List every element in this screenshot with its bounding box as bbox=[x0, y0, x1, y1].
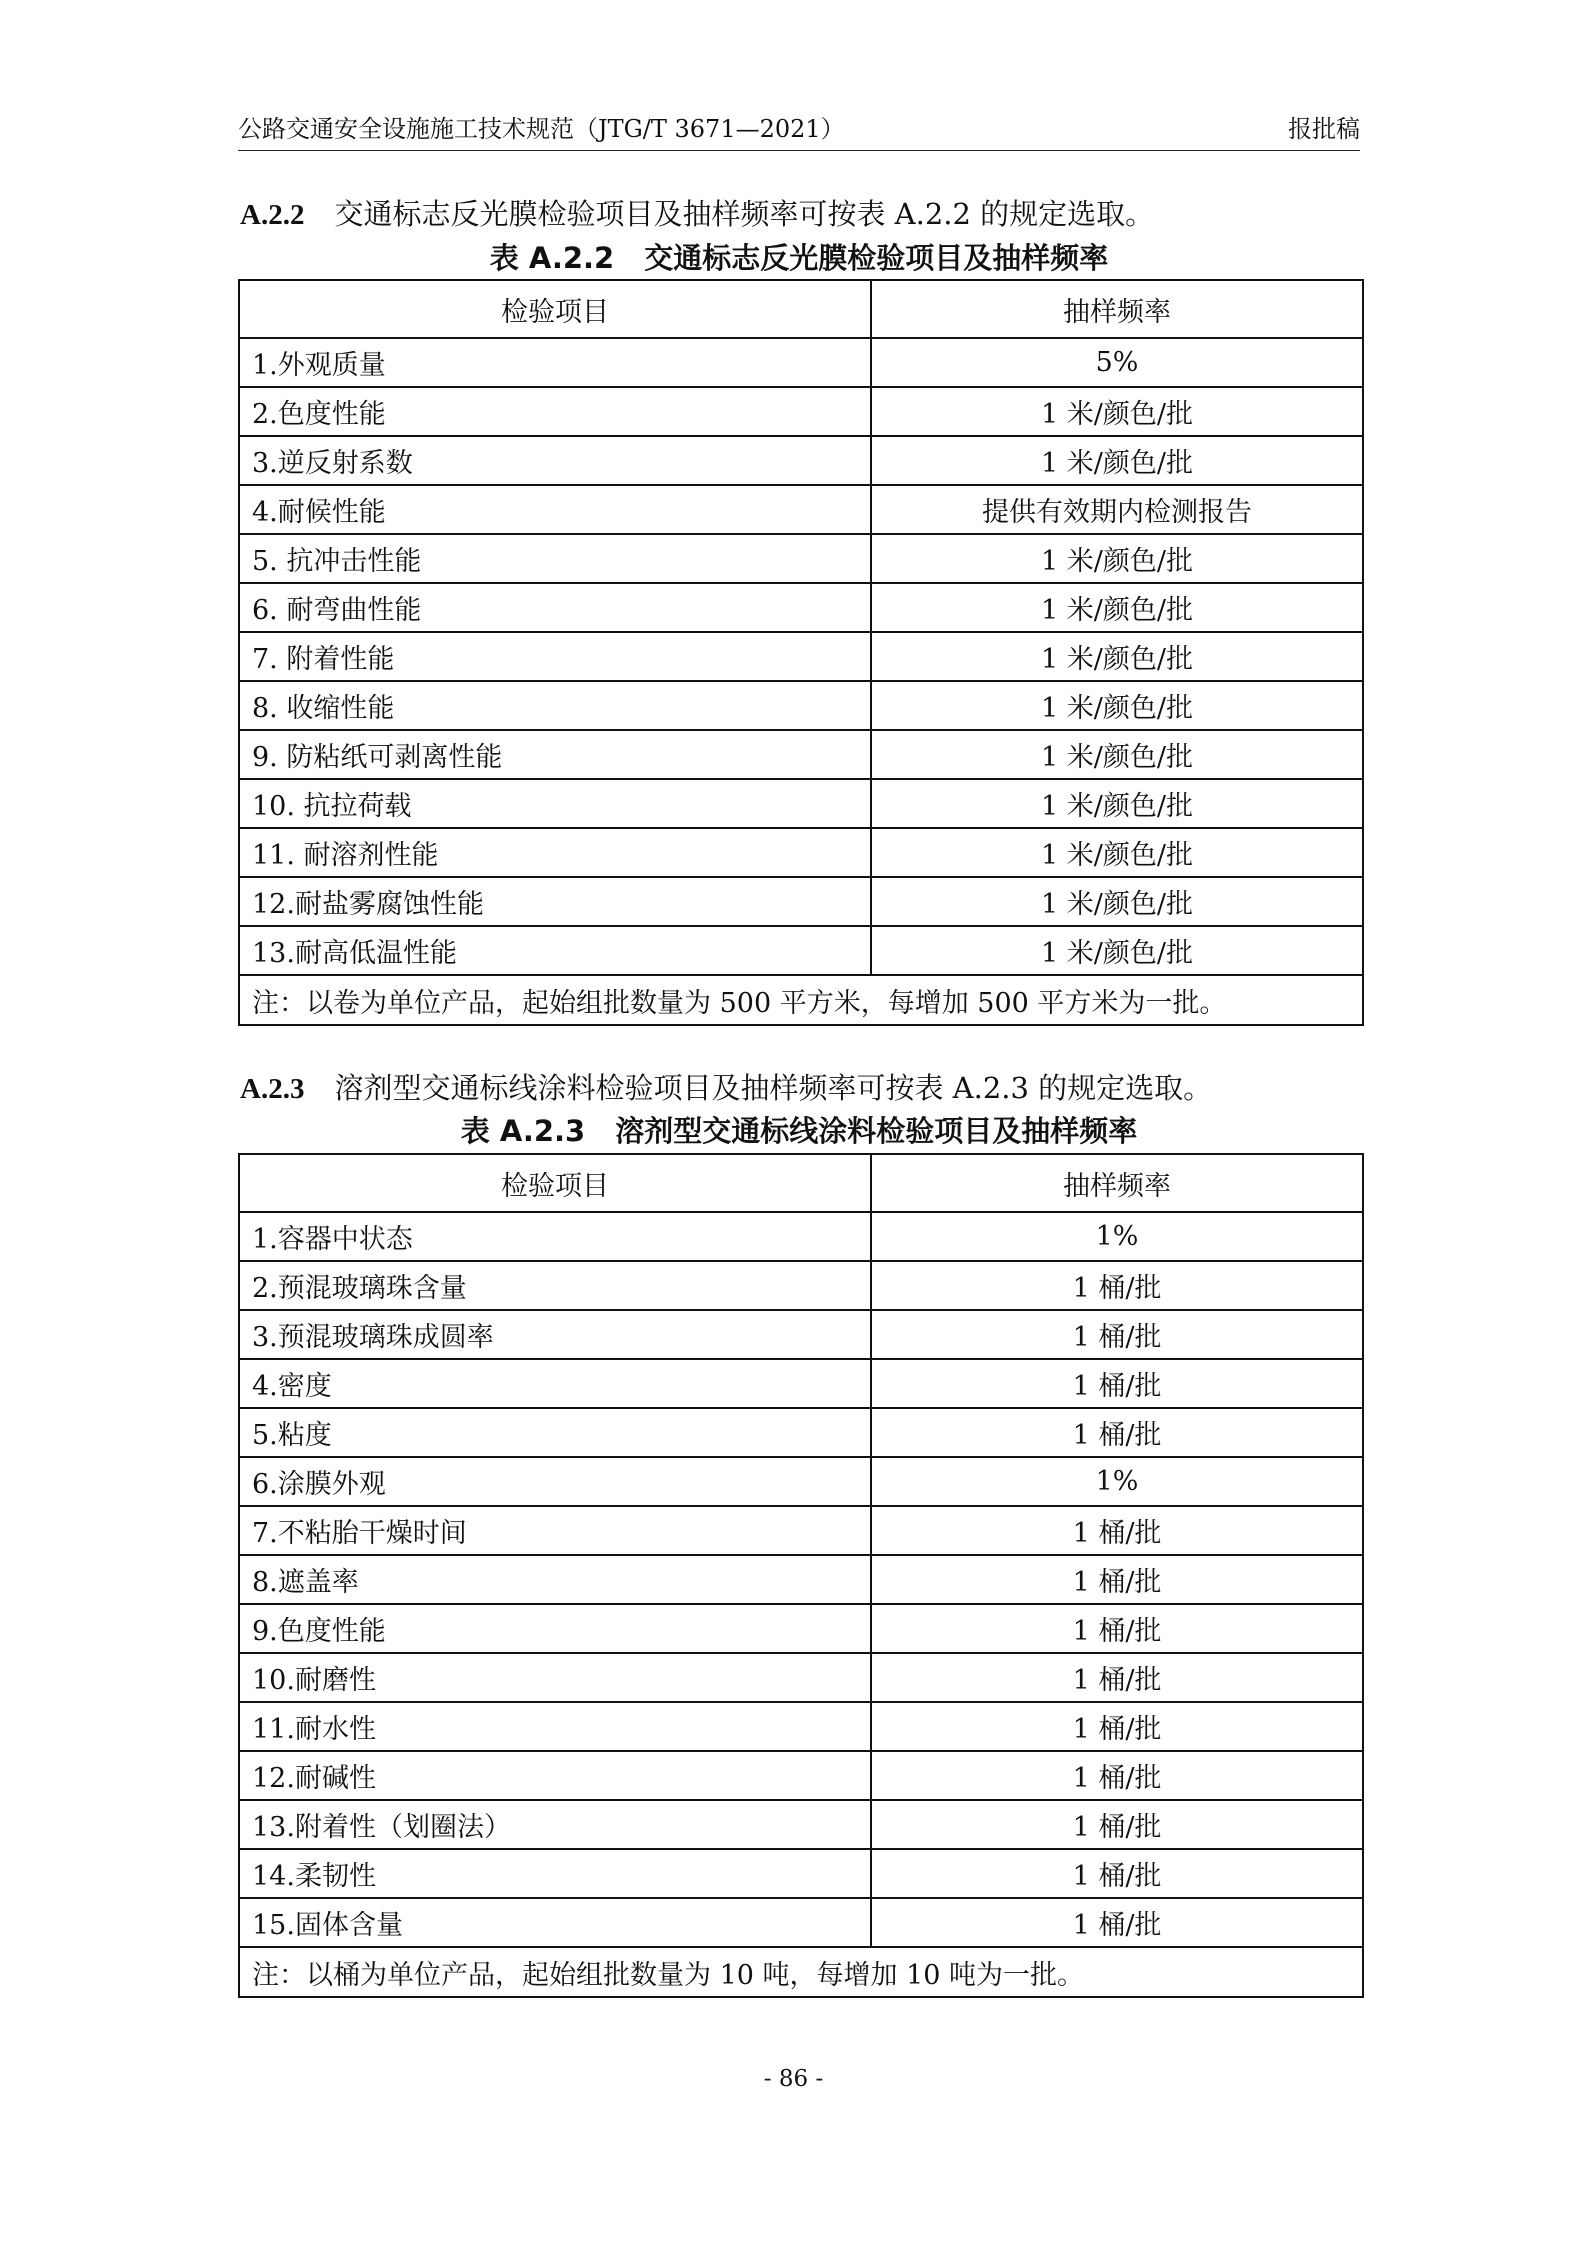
sampling-frequency-cell: 1 米/颜色/批 bbox=[871, 828, 1363, 877]
inspection-item-cell: 1.外观质量 bbox=[239, 338, 871, 387]
table-caption-a-2-3 bbox=[238, 1113, 1360, 1149]
table-row bbox=[239, 485, 1363, 534]
sampling-frequency-cell: 1 桶/批 bbox=[871, 1898, 1363, 1947]
table-row bbox=[239, 1702, 1363, 1751]
clause-text: 溶剂型交通标线涂料检验项目及抽样频率可按表 A.2.3 的规定选取。 bbox=[334, 1071, 1213, 1105]
column-header-item: 检验项目 bbox=[239, 280, 871, 338]
column-header-frequency: 抽样频率 bbox=[871, 1154, 1363, 1212]
table-row bbox=[239, 1849, 1363, 1898]
sampling-frequency-cell: 1 米/颜色/批 bbox=[871, 583, 1363, 632]
table-row bbox=[239, 681, 1363, 730]
inspection-item-cell: 11. 耐溶剂性能 bbox=[239, 828, 871, 877]
sampling-frequency-cell: 5% bbox=[871, 338, 1363, 387]
header-rule bbox=[238, 150, 1360, 151]
table-row bbox=[239, 1408, 1363, 1457]
inspection-item-cell: 6.涂膜外观 bbox=[239, 1457, 871, 1506]
draft-status: 报批稿 bbox=[1288, 115, 1360, 143]
inspection-item-cell: 15.固体含量 bbox=[239, 1898, 871, 1947]
table-row bbox=[239, 1212, 1363, 1261]
inspection-item-cell: 5.粘度 bbox=[239, 1408, 871, 1457]
table-row bbox=[239, 1898, 1363, 1947]
sampling-frequency-cell: 1% bbox=[871, 1212, 1363, 1261]
sampling-frequency-cell: 1 米/颜色/批 bbox=[871, 730, 1363, 779]
sampling-frequency-cell: 1 桶/批 bbox=[871, 1800, 1363, 1849]
inspection-item-cell: 8.遮盖率 bbox=[239, 1555, 871, 1604]
sampling-frequency-cell: 1 桶/批 bbox=[871, 1408, 1363, 1457]
table-title: 交通标志反光膜检验项目及抽样频率 bbox=[644, 241, 1109, 275]
sampling-frequency-cell: 1 米/颜色/批 bbox=[871, 681, 1363, 730]
inspection-item-cell: 12.耐盐雾腐蚀性能 bbox=[239, 877, 871, 926]
table-number: 表 A.2.3 bbox=[460, 1114, 586, 1148]
inspection-item-cell: 2.色度性能 bbox=[239, 387, 871, 436]
table-row bbox=[239, 1506, 1363, 1555]
table-note: 注：以卷为单位产品，起始组批数量为 500 平方米，每增加 500 平方米为一批。 bbox=[239, 975, 1363, 1025]
sampling-frequency-cell: 1 桶/批 bbox=[871, 1506, 1363, 1555]
inspection-item-cell: 7. 附着性能 bbox=[239, 632, 871, 681]
inspection-item-cell: 9.色度性能 bbox=[239, 1604, 871, 1653]
inspection-item-cell: 4.耐候性能 bbox=[239, 485, 871, 534]
inspection-item-cell: 10. 抗拉荷载 bbox=[239, 779, 871, 828]
table-a-2-2 bbox=[238, 279, 1364, 1026]
inspection-item-cell: 8. 收缩性能 bbox=[239, 681, 871, 730]
table-row bbox=[239, 1751, 1363, 1800]
inspection-item-cell: 3.逆反射系数 bbox=[239, 436, 871, 485]
clause-text: 交通标志反光膜检验项目及抽样频率可按表 A.2.2 的规定选取。 bbox=[334, 197, 1155, 231]
table-row bbox=[239, 779, 1363, 828]
sampling-frequency-cell: 提供有效期内检测报告 bbox=[871, 485, 1363, 534]
inspection-item-cell: 13.耐高低温性能 bbox=[239, 926, 871, 975]
sampling-frequency-cell: 1 米/颜色/批 bbox=[871, 877, 1363, 926]
inspection-item-cell: 11.耐水性 bbox=[239, 1702, 871, 1751]
table-row bbox=[239, 1359, 1363, 1408]
clause-number: A.2.3 bbox=[240, 1073, 305, 1105]
table-row bbox=[239, 730, 1363, 779]
table-row bbox=[239, 828, 1363, 877]
sampling-frequency-cell: 1 桶/批 bbox=[871, 1310, 1363, 1359]
inspection-item-cell: 13.附着性（划圈法） bbox=[239, 1800, 871, 1849]
table-row bbox=[239, 1457, 1363, 1506]
running-header bbox=[238, 112, 1360, 146]
sampling-frequency-cell: 1 桶/批 bbox=[871, 1702, 1363, 1751]
table-row bbox=[239, 632, 1363, 681]
sampling-frequency-cell: 1 米/颜色/批 bbox=[871, 779, 1363, 828]
sampling-frequency-cell: 1 米/颜色/批 bbox=[871, 436, 1363, 485]
sampling-frequency-cell: 1 桶/批 bbox=[871, 1359, 1363, 1408]
sampling-frequency-cell: 1 桶/批 bbox=[871, 1261, 1363, 1310]
page-number: - 86 - bbox=[763, 2066, 824, 2092]
table-note-row bbox=[239, 1947, 1363, 1997]
table-header-row bbox=[239, 1154, 1363, 1212]
table-caption-a-2-2 bbox=[238, 240, 1360, 276]
sampling-frequency-cell: 1% bbox=[871, 1457, 1363, 1506]
inspection-item-cell: 10.耐磨性 bbox=[239, 1653, 871, 1702]
sampling-frequency-cell: 1 桶/批 bbox=[871, 1653, 1363, 1702]
inspection-item-cell: 1.容器中状态 bbox=[239, 1212, 871, 1261]
sampling-frequency-cell: 1 桶/批 bbox=[871, 1751, 1363, 1800]
table-row bbox=[239, 1604, 1363, 1653]
inspection-item-cell: 9. 防粘纸可剥离性能 bbox=[239, 730, 871, 779]
table-row bbox=[239, 387, 1363, 436]
inspection-item-cell: 4.密度 bbox=[239, 1359, 871, 1408]
table-row bbox=[239, 1310, 1363, 1359]
inspection-item-cell: 6. 耐弯曲性能 bbox=[239, 583, 871, 632]
sampling-frequency-cell: 1 米/颜色/批 bbox=[871, 534, 1363, 583]
sampling-frequency-cell: 1 米/颜色/批 bbox=[871, 632, 1363, 681]
table-title: 溶剂型交通标线涂料检验项目及抽样频率 bbox=[615, 1114, 1138, 1148]
table-row bbox=[239, 583, 1363, 632]
clause-a-2-3 bbox=[240, 1068, 1360, 1109]
inspection-item-cell: 7.不粘胎干燥时间 bbox=[239, 1506, 871, 1555]
inspection-item-cell: 3.预混玻璃珠成圆率 bbox=[239, 1310, 871, 1359]
sampling-frequency-cell: 1 桶/批 bbox=[871, 1604, 1363, 1653]
inspection-item-cell: 12.耐碱性 bbox=[239, 1751, 871, 1800]
document-title: 公路交通安全设施施工技术规范（JTG/T 3671—2021） bbox=[238, 115, 845, 143]
table-header-row bbox=[239, 280, 1363, 338]
sampling-frequency-cell: 1 米/颜色/批 bbox=[871, 926, 1363, 975]
inspection-item-cell: 5. 抗冲击性能 bbox=[239, 534, 871, 583]
inspection-item-cell: 2.预混玻璃珠含量 bbox=[239, 1261, 871, 1310]
sampling-frequency-cell: 1 桶/批 bbox=[871, 1849, 1363, 1898]
table-row bbox=[239, 338, 1363, 387]
table-row bbox=[239, 436, 1363, 485]
clause-number: A.2.2 bbox=[240, 199, 305, 231]
table-number: 表 A.2.2 bbox=[489, 241, 615, 275]
table-row bbox=[239, 1653, 1363, 1702]
table-a-2-3 bbox=[238, 1153, 1364, 1998]
inspection-item-cell: 14.柔韧性 bbox=[239, 1849, 871, 1898]
table-note: 注：以桶为单位产品，起始组批数量为 10 吨，每增加 10 吨为一批。 bbox=[239, 1947, 1363, 1997]
column-header-frequency: 抽样频率 bbox=[871, 280, 1363, 338]
table-row bbox=[239, 1800, 1363, 1849]
table-row bbox=[239, 1555, 1363, 1604]
table-row bbox=[239, 926, 1363, 975]
column-header-item: 检验项目 bbox=[239, 1154, 871, 1212]
sampling-frequency-cell: 1 桶/批 bbox=[871, 1555, 1363, 1604]
table-note-row bbox=[239, 975, 1363, 1025]
table-row bbox=[239, 534, 1363, 583]
clause-a-2-2 bbox=[240, 194, 1360, 235]
table-row bbox=[239, 877, 1363, 926]
sampling-frequency-cell: 1 米/颜色/批 bbox=[871, 387, 1363, 436]
table-row bbox=[239, 1261, 1363, 1310]
